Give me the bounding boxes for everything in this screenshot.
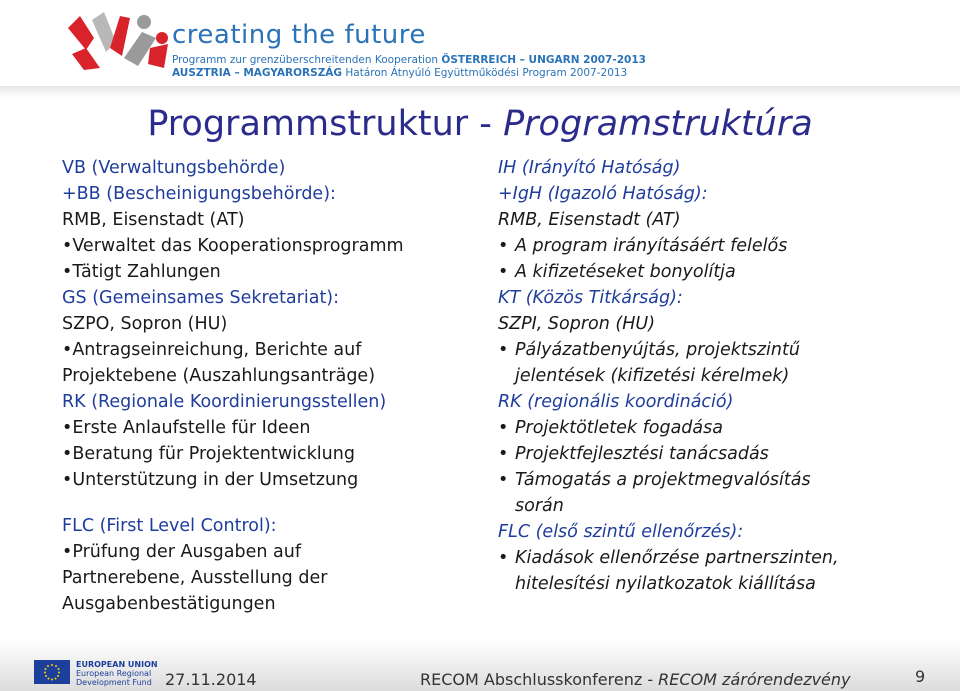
hungarian-line: során bbox=[515, 496, 564, 516]
hungarian-line: • Kiadások ellenőrzése partnerszinten, bbox=[498, 546, 839, 572]
header-divider bbox=[0, 86, 960, 98]
hungarian-line: FLC (első szintű ellenőrzés): bbox=[498, 522, 744, 542]
german-line: •Tätigt Zahlungen bbox=[62, 262, 221, 282]
brand-title: creating the future bbox=[172, 20, 426, 50]
eu-flag-icon bbox=[34, 660, 70, 684]
hungarian-line: hitelesítési nyilatkozatok kiállítása bbox=[515, 574, 816, 594]
slide-title: Programmstruktur - Programstruktúra bbox=[147, 104, 813, 144]
brand-subtitle-hu: AUSZTRIA – MAGYARORSZÁG Határon Átnyúló Együttműködési Program 2007-2013 bbox=[172, 67, 628, 79]
german-line: Projektebene (Auszahlungsanträge) bbox=[62, 366, 376, 386]
german-line: Partnerebene, Ausstellung der bbox=[62, 568, 328, 588]
german-line: •Antragseinreichung, Berichte auf bbox=[62, 340, 362, 360]
footer-event: RECOM Abschlusskonferenz - RECOM zárórendezvény bbox=[420, 670, 851, 689]
hungarian-line: • Projektfejlesztési tanácsadás bbox=[498, 442, 839, 468]
german-line: VB (Verwaltungsbehörde) bbox=[62, 158, 286, 178]
german-line: •Beratung für Projektentwicklung bbox=[62, 444, 355, 464]
hungarian-column bbox=[498, 156, 839, 598]
page-number: 9 bbox=[915, 667, 926, 686]
german-line: •Verwaltet das Kooperationsprogramm bbox=[62, 236, 404, 256]
german-line: RMB, Eisenstadt (AT) bbox=[62, 210, 245, 230]
program-logo-icon bbox=[64, 8, 176, 72]
hungarian-line: • A kifizetéseket bonyolítja bbox=[498, 260, 839, 286]
hungarian-line: RK (regionális koordináció) bbox=[498, 392, 734, 412]
hungarian-line: KT (Közös Titkárság): bbox=[498, 288, 683, 308]
german-line: •Prüfung der Ausgaben auf bbox=[62, 542, 302, 562]
hungarian-line: jelentések (kifizetési kérelmek) bbox=[515, 366, 790, 386]
german-line: FLC (First Level Control): bbox=[62, 516, 277, 536]
hungarian-line: RMB, Eisenstadt (AT) bbox=[498, 210, 681, 230]
brand-subtitle-de: Programm zur grenzüberschreitenden Kooperation ÖSTERREICH – UNGARN 2007-2013 bbox=[172, 54, 646, 66]
german-column bbox=[62, 156, 404, 618]
hungarian-line: +IgH (Igazoló Hatóság): bbox=[498, 184, 708, 204]
hungarian-line: IH (Irányító Hatóság) bbox=[498, 158, 681, 178]
german-line: RK (Regionale Koordinierungsstellen) bbox=[62, 392, 387, 412]
eu-label: EUROPEAN UNION European Regional Development Fund bbox=[76, 660, 158, 687]
german-line: •Unterstützung in der Umsetzung bbox=[62, 470, 359, 490]
german-line: GS (Gemeinsames Sekretariat): bbox=[62, 288, 340, 308]
hungarian-line: • Támogatás a projektmegvalósítás bbox=[498, 468, 839, 494]
hungarian-line: • Pályázatbenyújtás, projektszintű bbox=[498, 338, 839, 364]
hungarian-line: • Projektötletek fogadása bbox=[498, 416, 839, 442]
german-line: •Erste Anlaufstelle für Ideen bbox=[62, 418, 311, 438]
german-line: +BB (Bescheinigungsbehörde): bbox=[62, 184, 336, 204]
hungarian-line: SZPI, Sopron (HU) bbox=[498, 314, 656, 334]
german-line: Ausgabenbestätigungen bbox=[62, 594, 276, 614]
hungarian-line: • A program irányításáért felelős bbox=[498, 234, 839, 260]
german-line: SZPO, Sopron (HU) bbox=[62, 314, 228, 334]
german-line bbox=[62, 494, 404, 514]
footer-date: 27.11.2014 bbox=[165, 670, 257, 689]
